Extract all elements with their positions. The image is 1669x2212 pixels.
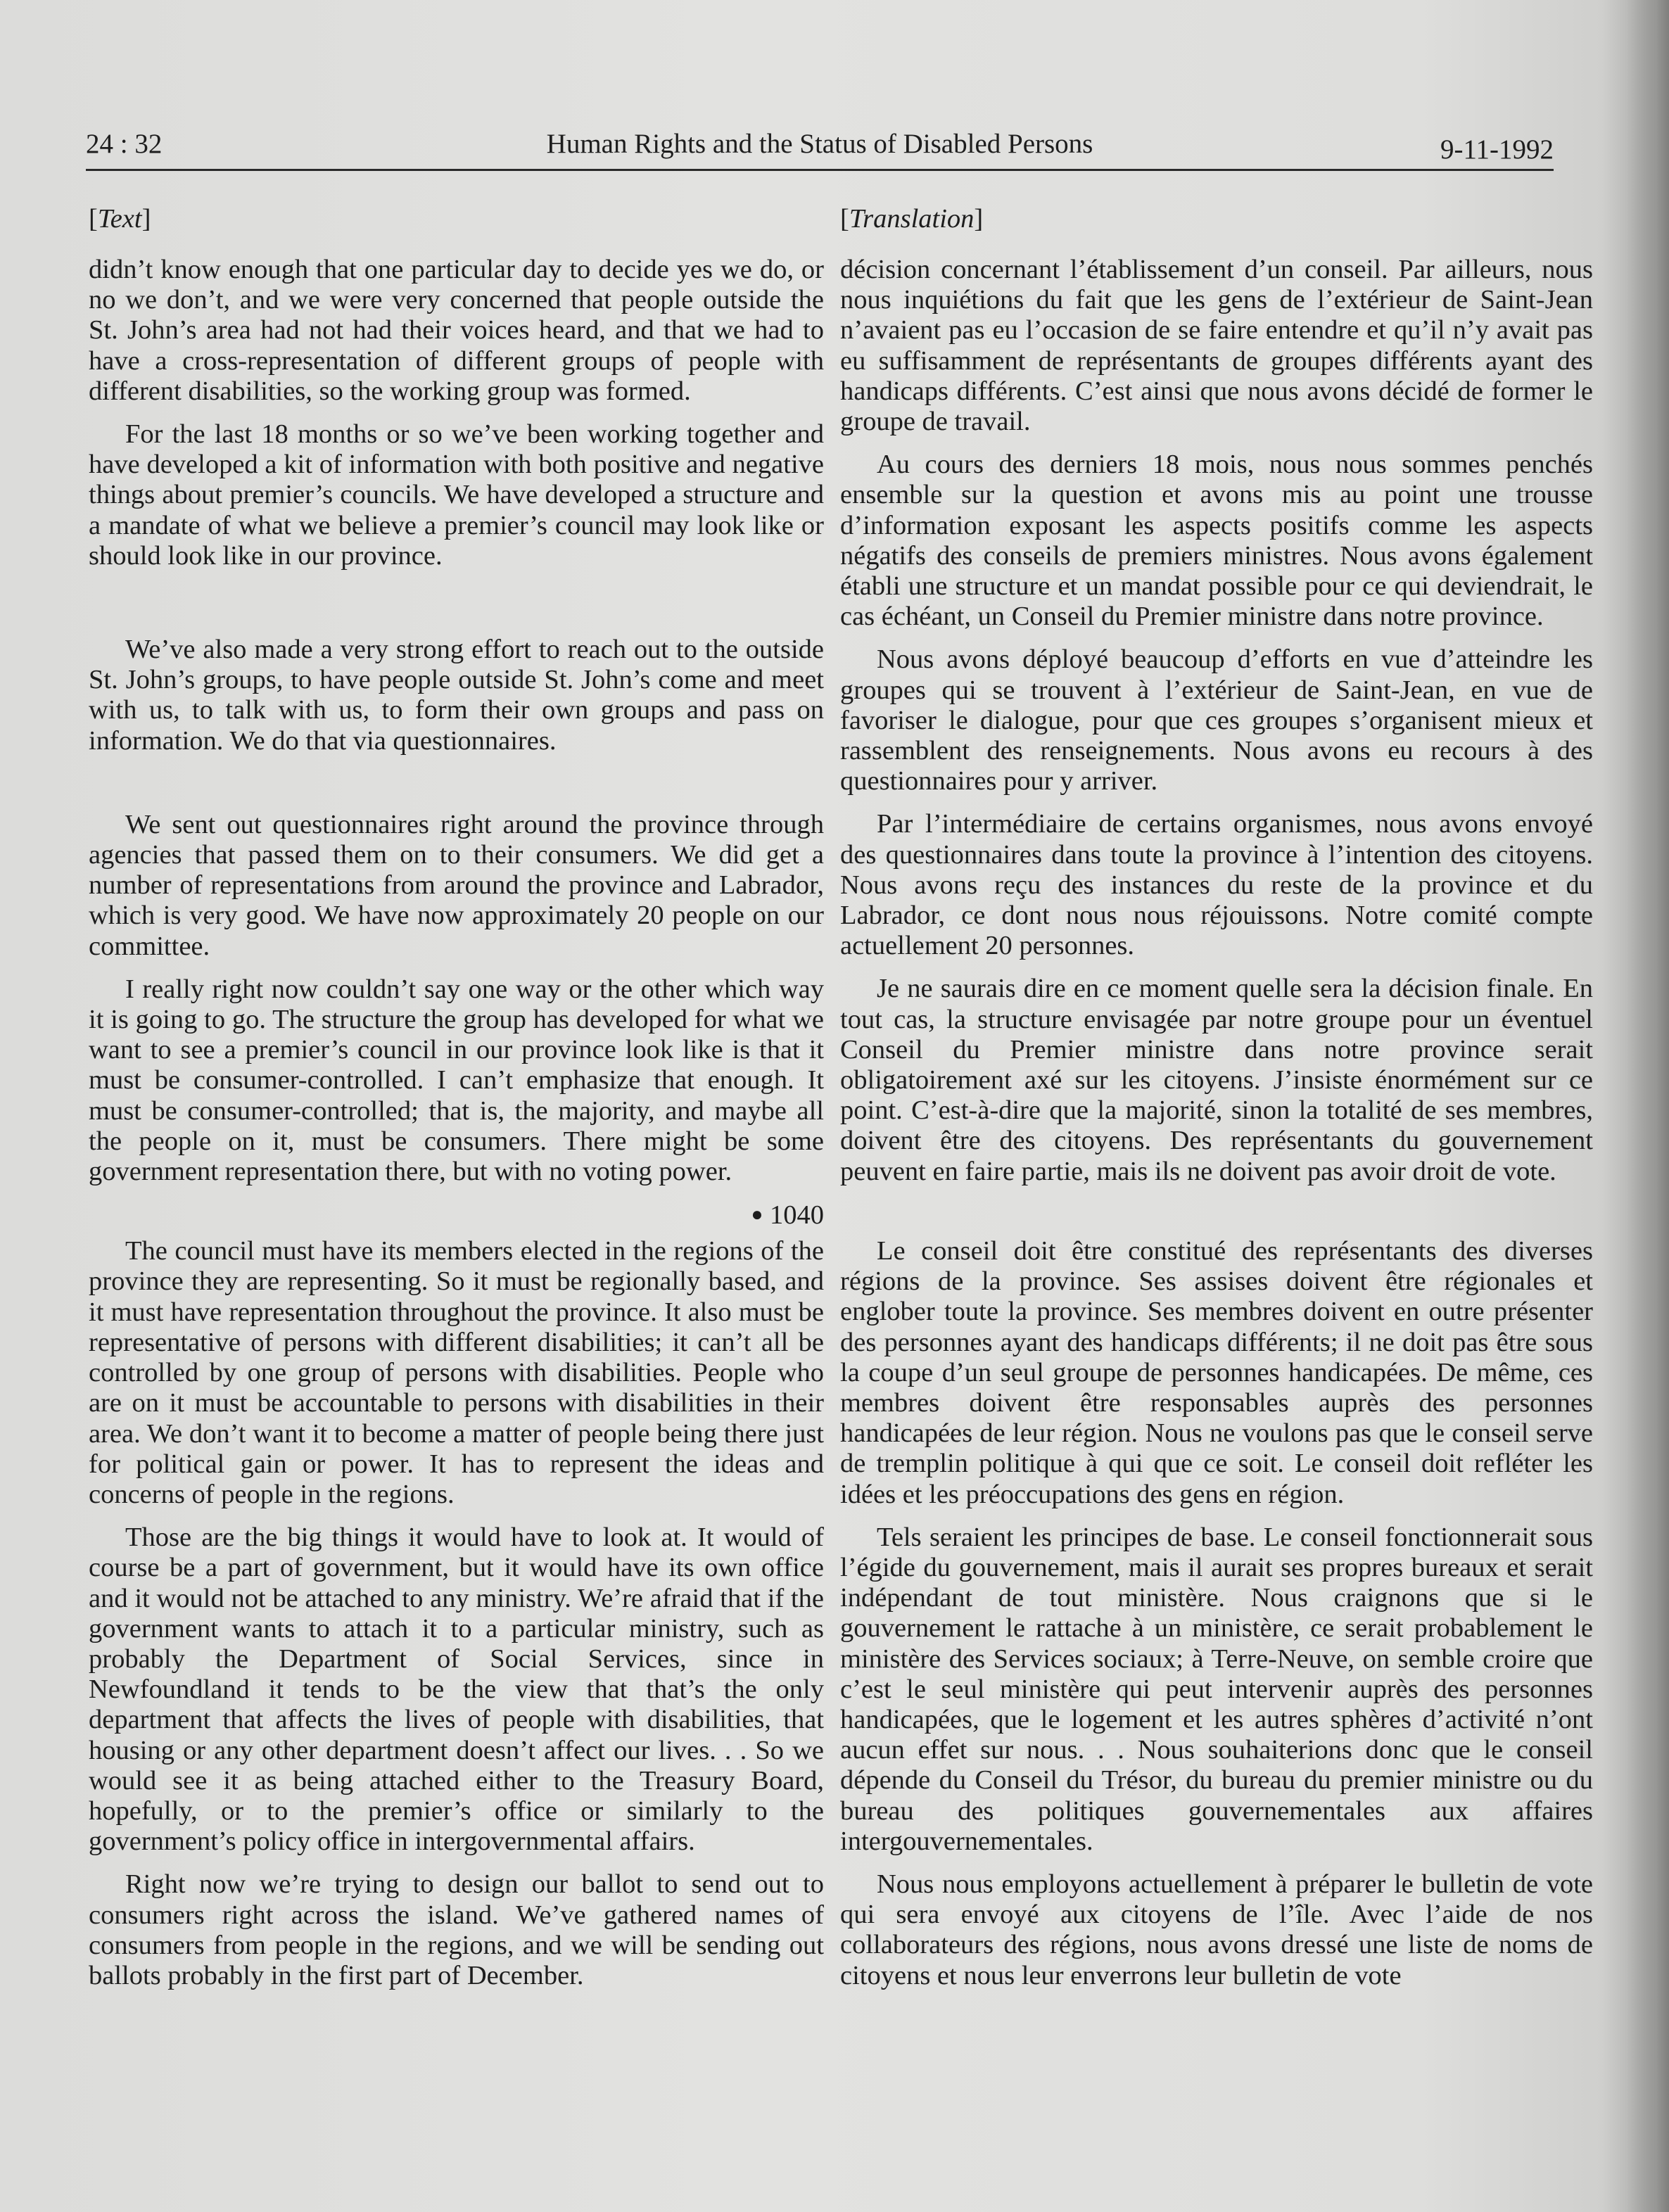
paragraph: décision concernant l’établissement d’un conseil. Par ailleurs, nous nous inquiétions du fait que les gens de l’extérieur de Saint-Jean n’avaient pas eu l’occasion de se faire entendre et qu’il n’y avait pas eu suffisamment de représentants de groupes différents ayant des handicaps différents. C’est ainsi que nous avons décidé de former le groupe de travail. <box>840 255 1593 437</box>
paragraph: The council must have its members elected in the regions of the province they are representing. So it must be regionally based, and it must have representation throughout the province. It also must be representative of persons with different disabilities; it can’t all be controlled by one group of persons with disabilities. People who are on it must be accountable to persons with disabilities in their area. We don’t want it to become a matter of people being there just for political gain or power. It has to represent the ideas and concerns of people in the regions. <box>89 1236 824 1509</box>
page-edge-shadow <box>1627 0 1669 2212</box>
left-column-english <box>89 204 824 2004</box>
paragraph: We’ve also made a very strong effort to reach out to the outside St. John’s groups, to have people outside St. John’s come and meet with us, to talk with us, to form their own groups and pass on information. We do that via questionnaires. <box>89 635 824 756</box>
paragraph: Tels seraient les principes de base. Le conseil fonctionnerait sous l’égide du gouvernement, mais il aurait ses propres bureaux et serait indépendant de tout ministère. Nous craignons que si le gouvernement le rattache à un ministère, ce serait probablement le ministère des Services sociaux; à Terre-Neuve, on semble croire que c’est le seul ministère qui peut intervenir auprès des personnes handicapées, que le logement et les autres sphères d’activité n’ont aucun effet sur nous. . . Nous souhaiterions donc que le conseil dépende du Conseil du Trésor, du bureau du premier ministre ou du bureau des politiques gouvernementales aux affaires intergouvernementales. <box>840 1522 1593 1856</box>
paragraph: Nous nous employons actuellement à préparer le bulletin de vote qui sera envoyé aux citoyens de l’île. Avec l’aide de nos collaborateurs des régions, nous avons dressé une liste de noms de citoyens et nous leur enverrons leur bulletin de vote <box>840 1869 1593 1990</box>
paragraph: Those are the big things it would have to look at. It would of course be a part of government, but it would have its own office and it would not be attached to any ministry. We’re afraid that if the government wants to attach it to a particular ministry, such as probably the Department of Social Services, since in Newfoundland it tends to be the view that that’s the only department that affects the lives of people with disabilities, that housing or any other department doesn’t affect our lives. . . So we would see it as being attached either to the Treasury Board, hopefully, or to the premier’s office or similarly to the government’s policy office in intergovernmental affairs. <box>89 1523 824 1857</box>
bullet-icon: ● <box>751 1204 763 1226</box>
paragraph: I really right now couldn’t say one way or the other which way it is going to go. The structure the group has developed for what we want to see a premier’s council in our province look like is that it must be consumer-controlled. I can’t emphasize that enough. It must be consumer-controlled; that is, the majority, and maybe all the people on it, must be consumers. There might be some government representation there, but with no voting power. <box>89 974 824 1187</box>
paragraph: Nous avons déployé beaucoup d’efforts en vue d’atteindre les groupes qui se trouvent à l’extérieur de Saint-Jean, en vue de favoriser le dialogue, pour que ces groupes s’organisent mieux et rassemblent des renseignements. Nous avons eu recours à des questionnaires pour y arriver. <box>840 644 1593 796</box>
paragraph: We sent out questionnaires right around the province through agencies that passed them on to their consumers. We did get a number of representations from around the province and Labrador, which is very good. We have now approximately 20 people on our committee. <box>89 809 824 961</box>
paragraph: For the last 18 months or so we’ve been working together and have developed a kit of information with both positive and negative things about premier’s councils. We have developed a structure and a mandate of what we believe a premier’s council may look like or should look like in our province. <box>89 419 824 571</box>
column-label-text: [Text] <box>89 204 151 234</box>
running-header <box>86 125 1554 171</box>
paragraph: didn’t know enough that one particular day to decide yes we do, or no we don’t, and we were very concerned that people outside the St. John’s area had not had their voices heard, and that we had to have a cross-representation of different groups of people with different disabilities, so the working group was formed. <box>89 255 824 406</box>
paragraph: Right now we’re trying to design our ballot to send out to consumers right across the island. We’ve gathered names of consumers from people in the regions, and we will be sending out ballots probably in the first part of December. <box>89 1869 824 1990</box>
header-date: 9-11-1992 <box>1440 134 1554 165</box>
paragraph: Par l’intermédiaire de certains organismes, nous avons envoyé des questionnaires dans toute la province à l’intention des citoyens. Nous avons reçu des instances du reste de la province et du Labrador, ce dont nous nous réjouissons. Notre comité compte actuellement 20 personnes. <box>840 809 1593 961</box>
page-number: 24 : 32 <box>86 129 163 159</box>
paragraph: Au cours des derniers 18 mois, nous nous sommes penchés ensemble sur la question et avons mis au point une trousse d’information exposant les aspects positifs comme les aspects négatifs des conseils de premiers ministres. Nous avons également établi une structure et un mandat possible pour ce qui deviendrait, le cas échéant, un Conseil du Premier ministre dans notre province. <box>840 450 1593 632</box>
header-title: Human Rights and the Status of Disabled Persons <box>546 129 1093 159</box>
time-marker: ● 1040 <box>751 1200 824 1231</box>
right-column-french <box>840 204 1593 2004</box>
column-label-translation: [Translation] <box>840 204 984 234</box>
paragraph: Je ne saurais dire en ce moment quelle sera la décision finale. En tout cas, la structure envisagée par notre groupe pour un éventuel Conseil du Premier ministre dans notre province serait obligatoirement axé sur les citoyens. J’insiste énormément sur ce point. C’est-à-dire que la majorité, sinon la totalité de ses membres, doivent être des citoyens. Des représentants du gouvernement peuvent en faire partie, mais ils ne doivent pas avoir droit de vote. <box>840 974 1593 1186</box>
paragraph: Le conseil doit être constitué des représentants des diverses régions de la province. Ses assises doivent être régionales et englober toute la province. Ses membres doivent en outre présenter des personnes ayant des handicaps différents; il ne doit pas être sous la coupe d’un seul groupe de personnes handicapées. De même, ces membres doivent être responsables auprès des personnes handicapées de leur région. Nous ne voulons pas que le conseil serve de tremplin politique à qui que ce soit. Le conseil doit refléter les idées et les préoccupations des gens en région. <box>840 1235 1593 1509</box>
